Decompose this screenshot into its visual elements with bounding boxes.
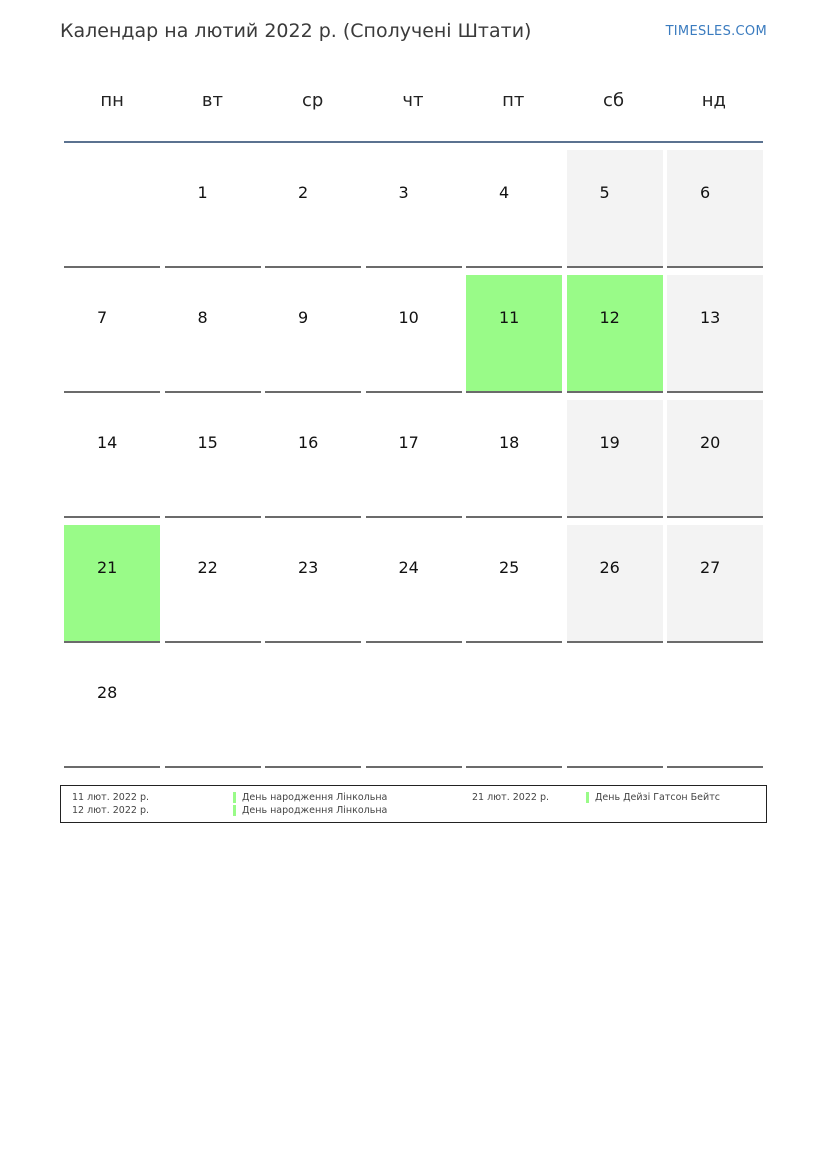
calendar-day-cell bbox=[265, 650, 361, 768]
calendar-day-cell bbox=[366, 650, 462, 768]
day-number: 22 bbox=[197, 558, 218, 577]
calendar-day-cell bbox=[165, 400, 261, 518]
legend-color-marker bbox=[586, 792, 589, 803]
calendar-day-cell bbox=[366, 400, 462, 518]
day-number: 24 bbox=[398, 558, 419, 577]
calendar-day-cell bbox=[165, 650, 261, 768]
day-number: 6 bbox=[700, 183, 711, 202]
calendar-day-cell bbox=[466, 525, 562, 643]
day-number: 23 bbox=[298, 558, 319, 577]
weekday-header-row bbox=[62, 90, 764, 111]
legend-color-marker bbox=[233, 792, 236, 803]
page-title: Календар на лютий 2022 р. (Сполучені Штати) bbox=[60, 20, 532, 42]
calendar-day-cell bbox=[466, 650, 562, 768]
calendar-day-cell bbox=[567, 150, 663, 268]
calendar-day-cell bbox=[366, 150, 462, 268]
day-number: 10 bbox=[398, 308, 419, 327]
calendar-day-cell bbox=[667, 525, 763, 643]
calendar-day-cell bbox=[64, 525, 160, 643]
calendar-day-cell bbox=[165, 275, 261, 393]
day-number: 15 bbox=[197, 433, 218, 452]
weekday-label: сб bbox=[603, 90, 625, 111]
brand-logo-text[interactable]: TIMESLES.COM bbox=[665, 24, 767, 39]
day-number: 12 bbox=[599, 308, 620, 327]
calendar-day-cell bbox=[466, 150, 562, 268]
calendar-day-cell bbox=[165, 150, 261, 268]
day-number: 9 bbox=[298, 308, 309, 327]
holiday-legend bbox=[60, 785, 767, 823]
calendar-day-cell bbox=[64, 650, 160, 768]
day-number: 2 bbox=[298, 183, 309, 202]
day-number: 21 bbox=[97, 558, 118, 577]
calendar-day-cell bbox=[366, 275, 462, 393]
day-number: 17 bbox=[398, 433, 419, 452]
calendar-day-cell bbox=[366, 525, 462, 643]
day-number: 3 bbox=[398, 183, 409, 202]
day-number: 27 bbox=[700, 558, 721, 577]
calendar-day-cell bbox=[567, 400, 663, 518]
calendar-day-cell bbox=[567, 275, 663, 393]
day-number: 20 bbox=[700, 433, 721, 452]
legend-holiday-name: День народження Лінкольна bbox=[242, 792, 388, 803]
calendar-day-cell bbox=[466, 275, 562, 393]
weekday-label: пн bbox=[100, 90, 124, 111]
day-number: 16 bbox=[298, 433, 319, 452]
day-number: 11 bbox=[499, 308, 520, 327]
calendar-day-cell bbox=[667, 650, 763, 768]
day-number: 25 bbox=[499, 558, 520, 577]
calendar-day-cell bbox=[466, 400, 562, 518]
calendar-day-cell bbox=[667, 150, 763, 268]
calendar-day-cell bbox=[265, 525, 361, 643]
weekday-label: пт bbox=[502, 90, 525, 111]
calendar-day-cell bbox=[667, 400, 763, 518]
calendar-day-cell bbox=[265, 150, 361, 268]
day-number: 4 bbox=[499, 183, 510, 202]
day-number: 1 bbox=[197, 183, 208, 202]
weekday-label: нд bbox=[701, 90, 726, 111]
calendar-day-cell bbox=[64, 275, 160, 393]
legend-holiday-name: День Дейзі Гатсон Бейтс bbox=[595, 792, 720, 803]
day-number: 28 bbox=[97, 683, 118, 702]
calendar-day-cell bbox=[64, 400, 160, 518]
calendar-day-cell bbox=[165, 525, 261, 643]
day-number: 18 bbox=[499, 433, 520, 452]
legend-date: 12 лют. 2022 р. bbox=[72, 805, 149, 816]
day-number: 7 bbox=[97, 308, 108, 327]
weekday-label: ср bbox=[302, 90, 324, 111]
day-number: 19 bbox=[599, 433, 620, 452]
day-number: 14 bbox=[97, 433, 118, 452]
calendar-day-cell bbox=[567, 650, 663, 768]
calendar-day-cell bbox=[667, 275, 763, 393]
calendar-day-cell bbox=[265, 400, 361, 518]
day-number: 8 bbox=[197, 308, 208, 327]
legend-date: 11 лют. 2022 р. bbox=[72, 792, 149, 803]
legend-color-marker bbox=[233, 805, 236, 816]
calendar-day-cell bbox=[64, 150, 160, 268]
day-number: 13 bbox=[700, 308, 721, 327]
calendar-day-cell bbox=[567, 525, 663, 643]
day-number: 5 bbox=[599, 183, 610, 202]
weekday-label: чт bbox=[402, 90, 424, 111]
weekday-label: вт bbox=[201, 90, 223, 111]
header-divider bbox=[64, 141, 763, 143]
calendar-day-cell bbox=[265, 275, 361, 393]
legend-holiday-name: День народження Лінкольна bbox=[242, 805, 388, 816]
legend-date: 21 лют. 2022 р. bbox=[472, 792, 549, 803]
day-number: 26 bbox=[599, 558, 620, 577]
